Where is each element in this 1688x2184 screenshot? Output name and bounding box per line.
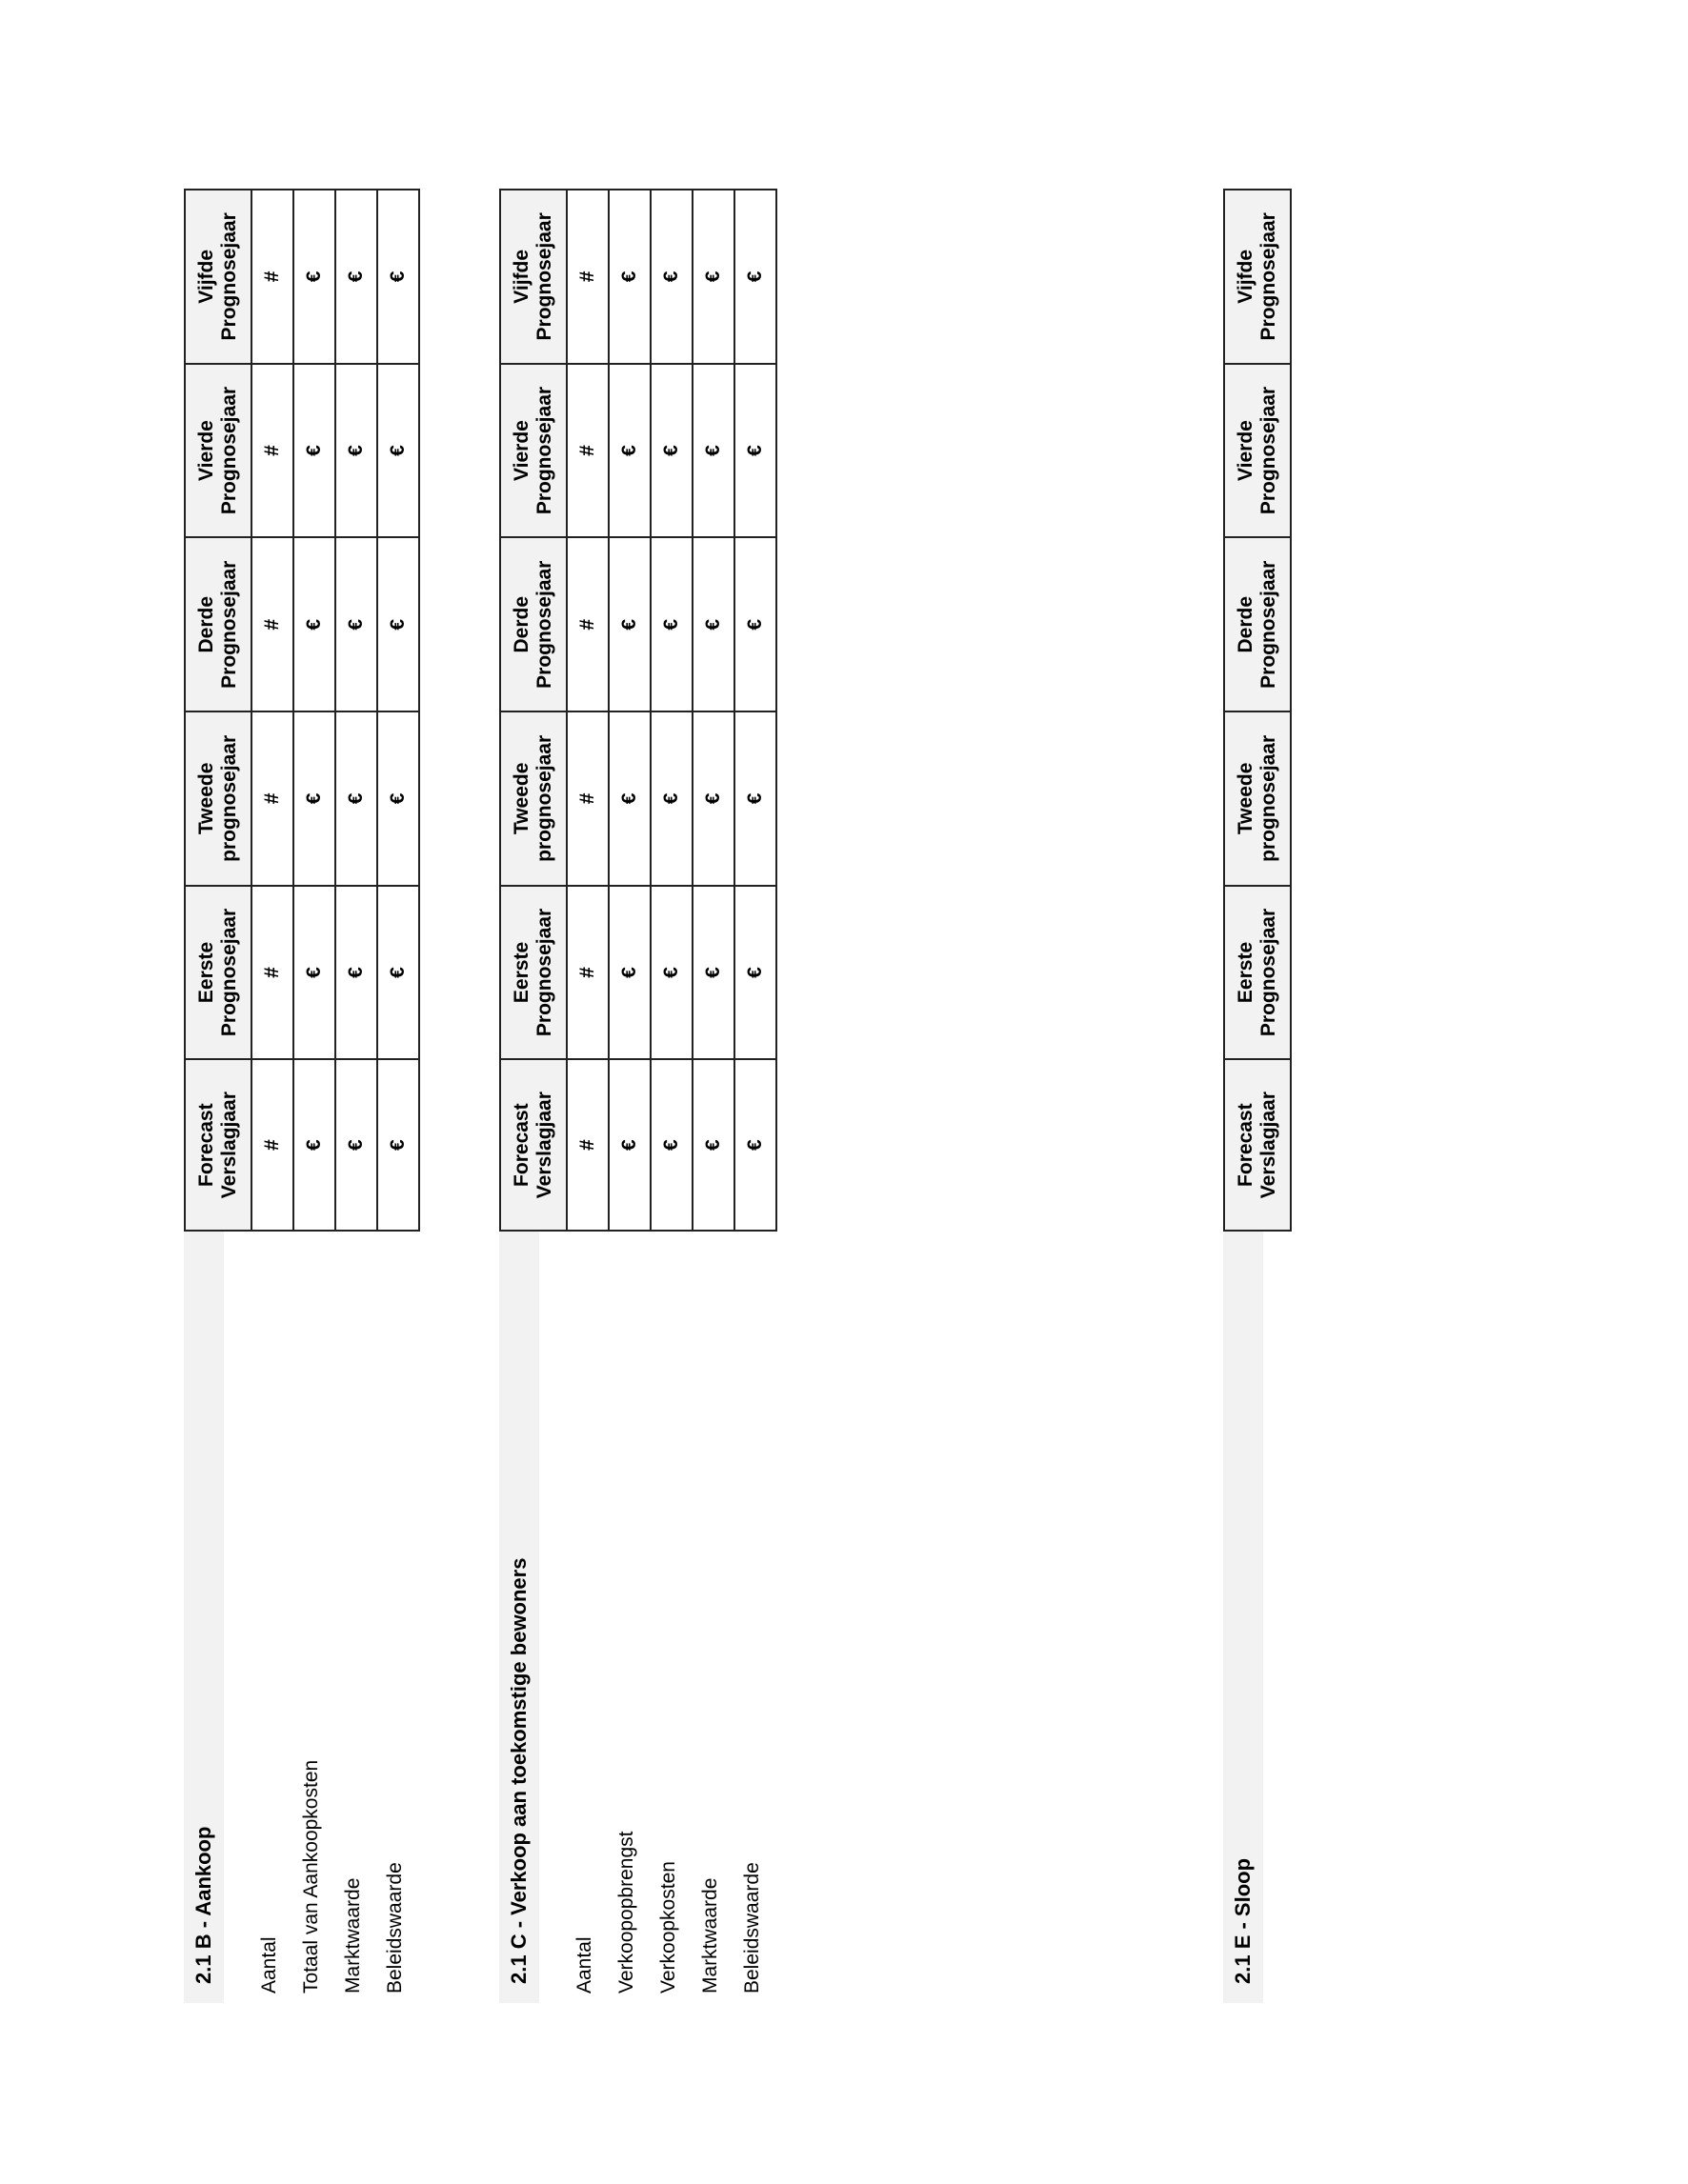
table-cell: €	[377, 190, 419, 364]
table-cell: €	[293, 1059, 335, 1231]
row-label: Verkoopkosten	[657, 1861, 679, 1994]
table-cell: €	[734, 190, 776, 364]
table-cell: €	[651, 886, 693, 1060]
row-label: Beleidswaarde	[741, 1862, 763, 1994]
section-sloop	[1223, 189, 1337, 2003]
table-cell: #	[567, 537, 609, 711]
table-cell: €	[293, 886, 335, 1060]
table-row	[734, 190, 776, 1231]
table-cell: #	[251, 364, 293, 538]
table-cell: €	[609, 537, 651, 711]
column-header: Vijfde Prognosejaar	[185, 190, 251, 364]
table-cell: €	[293, 537, 335, 711]
section-aankoop	[184, 189, 536, 2003]
table-cell: €	[293, 190, 335, 364]
row-label: Marktwaarde	[342, 1877, 364, 1994]
row-label: Verkoopopbrengst	[615, 1831, 637, 1994]
column-header: Tweede prognosejaar	[185, 711, 251, 886]
table-cell: #	[251, 1059, 293, 1231]
table-cell: €	[335, 711, 377, 886]
table-cell: €	[734, 711, 776, 886]
table-row	[651, 190, 693, 1231]
table-cell: €	[609, 364, 651, 538]
section-title: 2.1 C - Verkoop aan toekomstige bewoners	[507, 1557, 531, 1984]
table-cell: €	[335, 537, 377, 711]
column-header: Vierde Prognosejaar	[1224, 364, 1291, 538]
table-cell: €	[734, 1059, 776, 1231]
table-cell: #	[251, 886, 293, 1060]
table-cell: €	[377, 711, 419, 886]
section-verkoop-toekomstige-bewoners	[499, 189, 861, 2003]
column-header: Vijfde Prognosejaar	[1224, 190, 1291, 364]
row-label: Aantal	[573, 1936, 595, 1994]
table-cell: €	[693, 711, 734, 886]
section-title: 2.1 E - Sloop	[1231, 1857, 1255, 1984]
column-header: Tweede prognosejaar	[500, 711, 567, 886]
table-header-row	[1224, 190, 1291, 1231]
table-cell: €	[734, 364, 776, 538]
row-label: Beleidswaarde	[384, 1862, 406, 1994]
row-label: Totaal van Aankoopkosten	[300, 1759, 322, 1994]
table-cell: #	[567, 190, 609, 364]
column-header: Forecast Verslagjaar	[1224, 1059, 1291, 1231]
table-cell: €	[609, 1059, 651, 1231]
table-cell: €	[693, 1059, 734, 1231]
table-cell: €	[651, 190, 693, 364]
column-header: Vierde Prognosejaar	[185, 364, 251, 538]
column-header: Vierde Prognosejaar	[500, 364, 567, 538]
table-cell: #	[567, 1059, 609, 1231]
table-header-row	[500, 190, 567, 1231]
table-cell: €	[651, 537, 693, 711]
table-cell: €	[693, 537, 734, 711]
table-cell: €	[335, 1059, 377, 1231]
table-cell: #	[251, 190, 293, 364]
table-cell: €	[693, 364, 734, 538]
column-header: Derde Prognosejaar	[185, 537, 251, 711]
column-header: Eerste Prognosejaar	[185, 886, 251, 1060]
table-cell: €	[335, 190, 377, 364]
table-cell: #	[567, 364, 609, 538]
table-header-row	[185, 190, 251, 1231]
column-header: Vijfde Prognosejaar	[500, 190, 567, 364]
table-cell: €	[693, 886, 734, 1060]
table-cell: €	[609, 190, 651, 364]
table-cell: €	[377, 886, 419, 1060]
table-cell: #	[251, 711, 293, 886]
table-row	[377, 190, 419, 1231]
column-header: Derde Prognosejaar	[500, 537, 567, 711]
table-cell: €	[335, 886, 377, 1060]
table-cell: €	[609, 711, 651, 886]
table-row	[609, 190, 651, 1231]
table-cell: #	[567, 711, 609, 886]
column-header: Derde Prognosejaar	[1224, 537, 1291, 711]
section-title: 2.1 B - Aankoop	[191, 1826, 215, 1984]
table-row	[251, 190, 293, 1231]
table-row	[693, 190, 734, 1231]
row-label: Aantal	[258, 1936, 280, 1994]
table-cell: €	[377, 1059, 419, 1231]
table-cell: €	[377, 364, 419, 538]
table-cell: €	[651, 364, 693, 538]
table-cell: €	[609, 886, 651, 1060]
table-cell: €	[693, 190, 734, 364]
table-cell: €	[335, 364, 377, 538]
column-header: Eerste Prognosejaar	[500, 886, 567, 1060]
row-label: Marktwaarde	[699, 1877, 721, 1994]
table-cell: €	[293, 364, 335, 538]
table-row	[335, 190, 377, 1231]
table-cell: €	[734, 886, 776, 1060]
table-row	[293, 190, 335, 1231]
table-cell: #	[251, 537, 293, 711]
table-cell: #	[567, 886, 609, 1060]
table-cell: €	[293, 711, 335, 886]
column-header: Forecast Verslagjaar	[500, 1059, 567, 1231]
table-cell: €	[377, 537, 419, 711]
column-header: Tweede prognosejaar	[1224, 711, 1291, 886]
table-cell: €	[651, 711, 693, 886]
data-table	[499, 189, 777, 1232]
data-table	[1223, 189, 1292, 1232]
table-cell: €	[734, 537, 776, 711]
column-header: Forecast Verslagjaar	[185, 1059, 251, 1231]
data-table	[184, 189, 420, 1232]
table-cell: €	[651, 1059, 693, 1231]
table-row	[567, 190, 609, 1231]
column-header: Eerste Prognosejaar	[1224, 886, 1291, 1060]
